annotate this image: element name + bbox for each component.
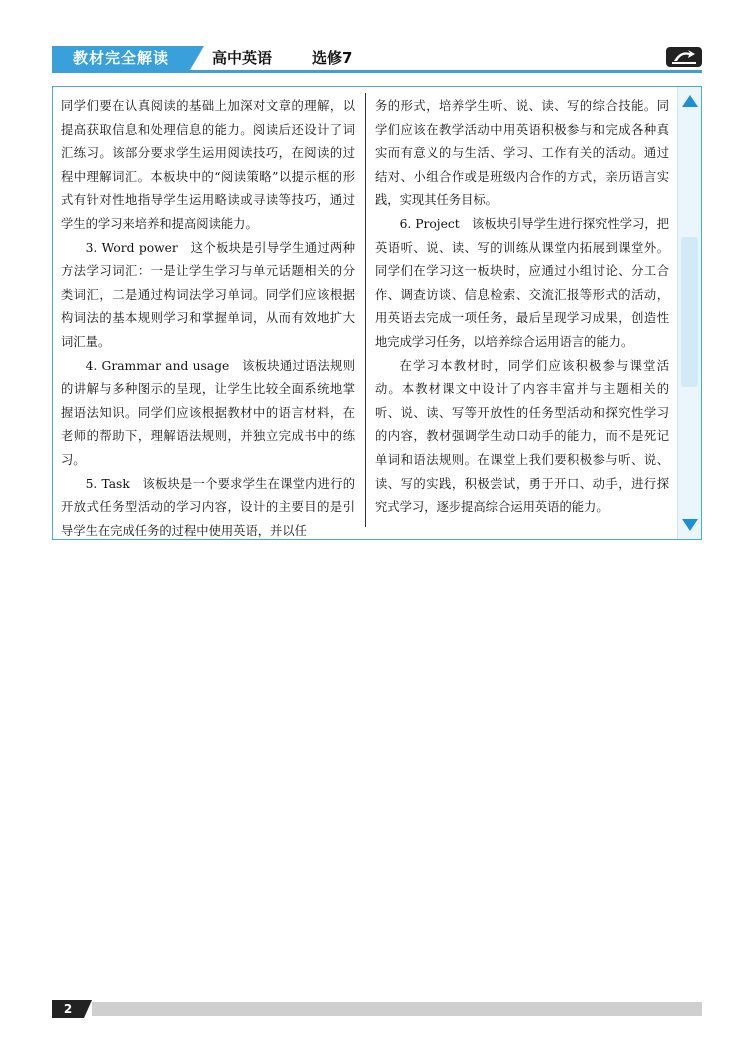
- page-number: 2: [52, 1000, 84, 1018]
- left-column: [61, 95, 355, 543]
- right-column: [375, 95, 669, 520]
- book-title: 教材完全解读: [52, 46, 190, 70]
- publisher-logo-icon: [666, 47, 702, 67]
- paragraph-project: 6. Project 该板块引导学生进行探究性学习，把英语听、说、读、写的训练从课堂内拓展到课堂外。同学们在学习这一板块时，应通过小组讨论、分工合作、调查访谈、信息检索、交流汇报等形式的活动，用英语去完成一项任务，最后呈现学习成果，创造性地完成学习任务，以培养综合运用语言的能力。: [375, 216, 669, 349]
- content-panel: [52, 86, 702, 540]
- paragraph-task-continued: 务的形式，培养学生听、说、读、写的综合技能。同学们应该在教学活动中用英语积极参与和完成各种真实而有意义的与生活、学习、工作有关的活动。通过结对、小组合作或是班级内合作的方式，亲历语言实践，实现其任务目标。: [375, 99, 669, 208]
- scroll-down-arrow-icon[interactable]: [682, 519, 698, 531]
- page-footer: [52, 1000, 702, 1018]
- paragraph-conclusion: 在学习本教材时，同学们应该积极参与课堂活动。本教材课文中设计了内容丰富并与主题相关的听、说、读、写等开放性的任务型活动和探究性学习的内容，教材强调学生动口动手的能力，而不是死记单词和语法规则。在课堂上我们要积极参与听、说、读、写的实践，积极尝试，勇于开口、动手，进行探究式学习，逐步提高综合运用英语的能力。: [375, 358, 669, 515]
- paragraph-grammar: 4. Grammar and usage 该板块通过语法规则的讲解与多种图示的呈现，让学生比较全面系统地掌握语法知识。同学们应该根据教材中的语言材料，在老师的帮助下，理解语法规则，并独立完成书中的练习。: [61, 358, 355, 467]
- header-rule: [52, 70, 702, 73]
- paragraph-word-power: 3. Word power 这个板块是引导学生通过两种方法学习词汇：一是让学生学习与单元话题相关的分类词汇，二是通过构词法学习单词。同学们应该根据构词法的基本规则学习和掌握单词，从而有效地扩大词汇量。: [61, 240, 355, 349]
- subject-label: 高中英语: [212, 49, 273, 67]
- paragraph-task: 5. Task 该板块是一个要求学生在课堂内进行的开放式任务型活动的学习内容，设计的主要目的是引导学生在完成任务的过程中使用英语，并以任: [61, 476, 355, 538]
- column-divider: [365, 93, 366, 527]
- page-header: [52, 46, 702, 72]
- footer-bar: [92, 1002, 702, 1016]
- paragraph-reading: 同学们要在认真阅读的基础上加深对文章的理解，以提高获取信息和处理信息的能力。阅读后还设计了词汇练习。该部分要求学生运用阅读技巧，在阅读的过程中理解词汇。本板块中的“阅读策略”以提示框的形式有针对性地指导学生运用略读或寻读等技巧，通过学生的学习来培养和提高阅读能力。: [61, 99, 355, 231]
- scroll-thumb[interactable]: [681, 237, 698, 387]
- vertical-scrollbar[interactable]: [677, 87, 701, 539]
- volume-label: 选修7: [312, 49, 353, 67]
- scroll-up-arrow-icon[interactable]: [682, 95, 698, 107]
